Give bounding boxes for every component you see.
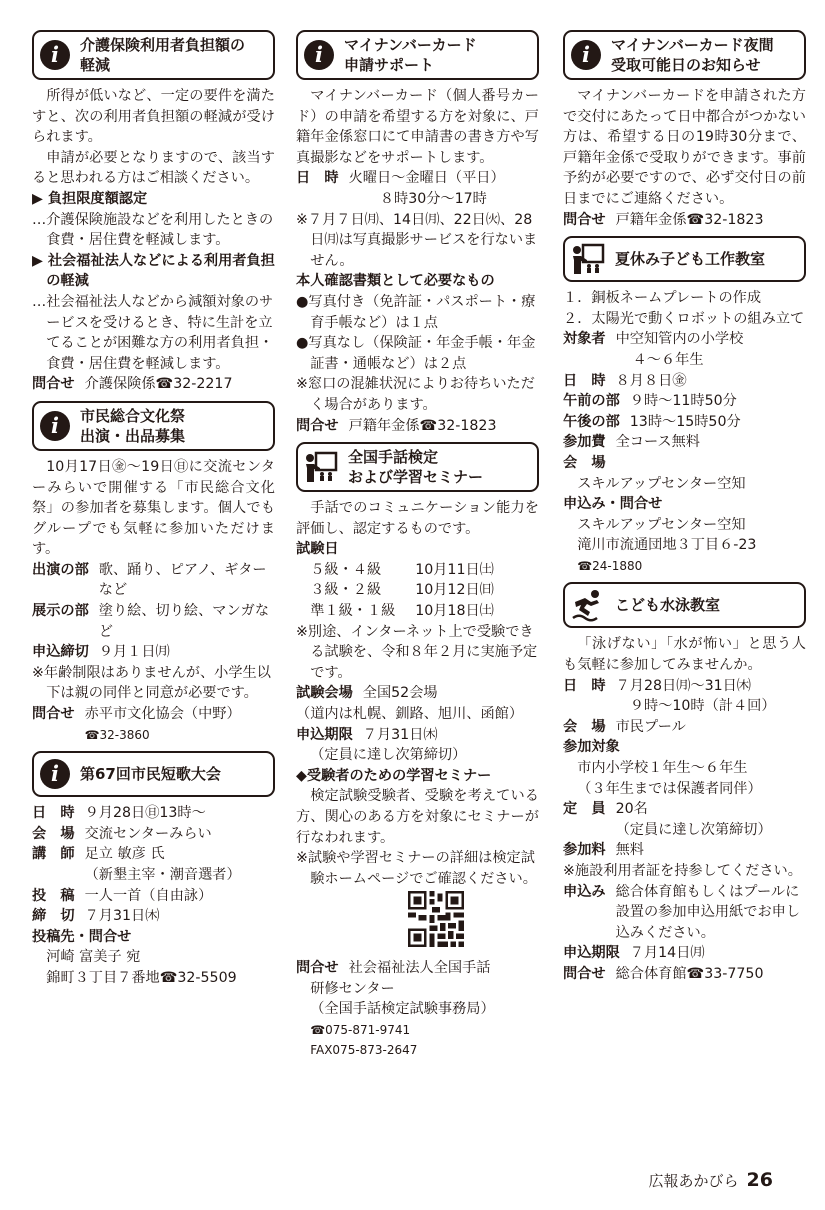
description: …介護保険施設などを利用したときの食費・居住費を軽減します。 — [32, 211, 274, 249]
contact-label: 問合せ — [296, 417, 339, 434]
row-value: 交流センターみらい — [84, 825, 212, 842]
row-value: （道内は札幌、釧路、旭川、函館） — [296, 706, 524, 723]
row-label: 展示の部 — [32, 603, 89, 620]
contact-line: ☎075-871-9741 — [310, 1022, 411, 1037]
contact-line: （全国手話検定試験事務局） — [310, 1001, 495, 1018]
paragraph: 申請が必要となりますので、該当すると思われる方はご相談ください。 — [32, 149, 275, 187]
title-line: および学習セミナー — [348, 468, 484, 487]
exam-grade: ５級・４級 — [310, 561, 382, 578]
row-label: 投 稿 — [32, 887, 75, 904]
description: …社会福祉法人などから減額対象のサービスを受けるとき、特に生計を立てることが困難な方の利用者負担・食費・居住費を軽減します。 — [32, 293, 274, 372]
row-label: 講 師 — [32, 846, 75, 863]
teacher-board-icon — [571, 242, 605, 276]
row-label: 参加対象 — [563, 739, 620, 756]
row-label: 定 員 — [563, 801, 606, 818]
title-line: 全国手話検定 — [348, 448, 439, 467]
info-row — [32, 886, 275, 907]
paragraph: 「泳げない」「水が怖い」と思う人も気軽に参加してみませんか。 — [563, 636, 806, 674]
culture-festival-body — [32, 457, 275, 745]
row-label: 日 時 — [32, 805, 75, 822]
list-item: １．銅板ネームプレートの作成 — [563, 290, 762, 307]
teacher-board-icon — [304, 450, 338, 484]
paragraph: 所得が低いなど、一定の要件を満たすと、次の利用者負担額の軽減が受けられます。 — [32, 88, 275, 146]
section-header-sign-language — [296, 442, 539, 492]
info-row — [563, 840, 806, 861]
section-title — [348, 447, 483, 487]
sign-language-body — [296, 498, 539, 1061]
contact-label: 問合せ — [32, 376, 75, 393]
row-value: 市民プール — [615, 718, 686, 735]
info-icon: i — [571, 40, 601, 70]
contact-value: 介護保険係☎32-2217 — [84, 376, 233, 393]
contact-row — [32, 704, 275, 745]
swimmer-icon — [571, 588, 605, 622]
note: ※試験や学習セミナーの詳細は検定試験ホームページでご確認ください。 — [296, 850, 537, 887]
info-icon: i — [40, 759, 70, 789]
info-row — [563, 943, 806, 964]
contact-row — [32, 374, 275, 395]
contact-value: 戸籍年金係☎32-1823 — [615, 211, 764, 228]
row-value — [616, 676, 806, 717]
value-line: 足立 敏彦 氏 — [84, 846, 165, 863]
exam-row — [296, 601, 539, 622]
row-label: 申込み — [563, 883, 606, 900]
contact-value — [85, 704, 275, 745]
section-header-mynumber-support — [296, 30, 539, 80]
section-title: 夏休み子ども工作教室 — [615, 250, 766, 269]
section-header-culture-festival — [32, 401, 275, 451]
exam-grade: ３級・２級 — [310, 582, 382, 599]
info-row — [563, 676, 806, 717]
contact-label: 問合せ — [563, 965, 606, 982]
row-label: 参加料 — [563, 842, 606, 859]
info-row — [563, 371, 806, 392]
info-row — [32, 560, 275, 601]
row-label: 対象者 — [563, 331, 606, 348]
column-1 — [32, 30, 275, 995]
row-value: 総合体育館もしくはプールに設置の参加申込用紙でお申し込みください。 — [615, 883, 801, 941]
qr-code[interactable] — [408, 891, 464, 947]
value-line: ４～６年生 — [632, 351, 704, 368]
title-line: 軽減 — [80, 56, 111, 74]
row-label: 申込み・問合せ — [563, 496, 663, 513]
row-value — [85, 844, 275, 885]
row-value: ７月14日㈪ — [629, 945, 705, 962]
value-line: スキルアップセンター空知 — [577, 516, 746, 533]
paragraph: 10月17日㊎～19日㊐に交流センターみらいで開催する「市民総合文化祭」の参加者を募集します。個人でもグループでも気軽に参加いただけます。 — [32, 458, 275, 558]
title-line: 介護保険利用者負担額の — [80, 36, 246, 54]
row-label: 午後の部 — [563, 413, 620, 430]
contact-label: 問合せ — [296, 959, 339, 976]
contact-value: 社会福祉法人全国手話 — [348, 959, 491, 976]
row-value — [349, 168, 539, 209]
row-label: 会 場 — [563, 718, 606, 735]
section-header-swimming — [563, 582, 806, 628]
paragraph: マイナンバーカードを申請された方で交付にあたって日中都合がつかない方は、希望する日の19時30分まで、戸籍年金係で受取りができます。事前予約が必要ですので、必ず交付日の前日までにご連絡ください。 — [563, 88, 806, 207]
row-label: 申込期限 — [563, 945, 620, 962]
row-label: 申込期限 — [296, 726, 353, 743]
value-line: 20名 — [615, 801, 648, 818]
value-line: ８時30分～17時 — [379, 190, 487, 207]
subheading: ▶ 社会福祉法人などによる利用者負担の軽減 — [32, 252, 275, 290]
row-value — [563, 515, 806, 577]
section-title — [611, 35, 774, 75]
row-label: 締 切 — [32, 908, 75, 925]
section-header-care-insurance — [32, 30, 275, 80]
info-row — [32, 824, 275, 845]
exam-grade: 準１級・１級 — [310, 603, 396, 620]
row-label: 出演の部 — [32, 561, 89, 578]
row-value: ８月８日㊎ — [615, 372, 687, 389]
section-title — [80, 406, 185, 446]
column-3 — [563, 30, 806, 991]
section-title: 第67回市民短歌大会 — [80, 765, 221, 784]
info-row — [563, 412, 806, 433]
row-value: 無料 — [615, 842, 644, 859]
title-line: マイナンバーカード — [344, 36, 477, 54]
value-line: （定員に達し次第締切） — [615, 821, 772, 838]
column-2 — [296, 30, 539, 1067]
info-row — [563, 717, 806, 738]
mynumber-night-body — [563, 86, 806, 230]
value-line: ９時～10時（計４回） — [629, 698, 776, 715]
mynumber-support-body — [296, 86, 539, 436]
title-line: マイナンバーカード夜間 — [611, 36, 774, 54]
contact-line: FAX075-873-2647 — [310, 1043, 418, 1058]
value-line: ☎24-1880 — [577, 558, 643, 573]
bullet-item: ●写真付き（免許証・パスポート・療育手帳など）は１点 — [296, 293, 536, 331]
row-label: 日 時 — [296, 170, 339, 187]
info-row — [296, 168, 539, 209]
title-line: 市民総合文化祭 — [80, 406, 186, 425]
section-title: こども水泳教室 — [615, 596, 721, 615]
subheading: ▶ 負担限度額認定 — [32, 190, 148, 207]
value-line: 市内小学校１年生～６年生 — [577, 760, 748, 777]
title-line: 出演・出品募集 — [80, 426, 186, 445]
row-value: （定員に達し次第締切） — [310, 747, 467, 764]
note: ※７月７日㈪、14日㈪、22日㈫、28日㈪は写真撮影サービスを行ないません。 — [296, 211, 538, 269]
value-line: （新墾主宰・潮音選者） — [84, 867, 241, 883]
value-line: 滝川市流通団地３丁目６-23 — [577, 537, 757, 554]
row-label: 日 時 — [563, 677, 606, 694]
exam-date: 10月18日㈯ — [415, 603, 494, 620]
info-row — [32, 642, 275, 663]
info-row — [563, 391, 806, 412]
row-value — [32, 947, 275, 988]
row-value: ９時～11時50分 — [629, 393, 737, 410]
value-line: （３年生までは保護者同伴） — [577, 780, 762, 797]
info-icon: i — [304, 40, 334, 70]
contact-row — [563, 964, 806, 985]
section-title — [344, 35, 477, 75]
row-value: 全コース無料 — [615, 434, 700, 451]
info-row — [296, 725, 539, 746]
contact-value: 総合体育館☎33-7750 — [615, 965, 764, 982]
bullet-item: ●写真なし（保険証・年金手帳・年金証書・通帳など）は２点 — [296, 335, 536, 372]
info-icon: i — [40, 40, 70, 70]
row-value: ７月31日㈭ — [84, 908, 160, 925]
exam-date: 10月12日㈰ — [415, 582, 494, 599]
section-header-mynumber-night — [563, 30, 806, 80]
row-label: 会 場 — [563, 454, 606, 471]
row-value: ７月31日㈭ — [362, 726, 438, 743]
contact-value: 戸籍年金係☎32-1823 — [348, 417, 497, 434]
row-label: 会 場 — [32, 825, 75, 842]
row-value: ９月28日㊐13時～ — [84, 805, 206, 822]
exam-date: 10月11日㈯ — [415, 561, 494, 578]
info-row — [563, 882, 806, 944]
page-footer — [649, 1170, 773, 1192]
note: ※年齢制限はありませんが、小学生以下は親の同伴と同意が必要です。 — [32, 664, 271, 702]
info-row — [32, 844, 275, 885]
row-value: 歌、踊り、ピアノ、ギターなど — [98, 561, 267, 599]
page-number: 26 — [746, 1169, 773, 1191]
tanka-body — [32, 803, 275, 988]
row-value — [563, 758, 806, 799]
row-value: 塗り絵、切り絵、マンガなど — [98, 603, 270, 640]
row-value: 一人一首（自由詠） — [84, 887, 213, 904]
section-header-tanka — [32, 751, 275, 797]
title-line: 受取可能日のお知らせ — [611, 56, 761, 74]
value-line: 錦町３丁目７番地☎32-5509 — [46, 969, 237, 986]
subheading: 本人確認書類として必要なもの — [296, 273, 495, 290]
contact-label: 問合せ — [563, 211, 606, 228]
value-line: ７月28日㈪～31日㈭ — [615, 677, 751, 694]
exam-row — [296, 580, 539, 601]
craft-body — [563, 288, 806, 576]
value-line: 火曜日～金曜日（平日） — [348, 170, 505, 187]
contact-label: 問合せ — [32, 706, 75, 723]
row-label: 午前の部 — [563, 393, 620, 410]
note: ※施設利用者証を持参してください。 — [563, 863, 802, 879]
row-value — [616, 329, 806, 370]
section-title — [80, 35, 245, 75]
info-row — [563, 799, 806, 840]
paragraph: マイナンバーカード（個人番号カード）の申請を希望する方を対象に、戸籍年金係窓口にて申請書の書き方や写真撮影などをサポートします。 — [296, 88, 539, 166]
contact-row — [563, 210, 806, 231]
row-value: スキルアップセンター空知 — [577, 475, 746, 492]
contact-line: ☎32-3860 — [84, 727, 150, 742]
publication-name: 広報あかびら — [648, 1172, 739, 1190]
title-line: 申請サポート — [344, 56, 435, 74]
note: ※別途、インターネット上で受験できる試験を、令和８年２月に実施予定です。 — [296, 623, 538, 681]
contact-row — [296, 958, 539, 979]
row-label: 試験会場 — [296, 685, 353, 702]
contact-value — [296, 979, 539, 1061]
row-value: ９月１日㈪ — [98, 644, 170, 661]
info-row — [32, 906, 275, 927]
info-row — [32, 803, 275, 824]
info-row — [563, 432, 806, 453]
paragraph: 検定試験受験者、受験を考えている方、関心のある方を対象にセミナーが行なわれます。 — [296, 788, 539, 846]
contact-line: 研修センター — [310, 980, 395, 997]
info-icon: i — [40, 411, 70, 441]
subheading: ◆受験者のための学習セミナー — [296, 767, 492, 784]
row-value — [616, 799, 806, 840]
section-header-craft — [563, 236, 806, 282]
paragraph: 手話でのコミュニケーション能力を評価し、認定するものです。 — [296, 500, 539, 537]
contact-line: 赤平市文化協会（中野） — [84, 706, 241, 723]
row-label: 日 時 — [563, 372, 606, 389]
row-value: 全国52会場 — [362, 685, 438, 702]
note: ※窓口の混雑状況によりお待ちいただく場合があります。 — [296, 376, 535, 413]
row-label: 申込締切 — [32, 644, 89, 661]
info-row — [32, 601, 275, 642]
row-value: 13時～15時50分 — [629, 413, 741, 430]
swimming-body — [563, 634, 806, 984]
list-item: ２．太陽光で動くロボットの組み立て — [563, 310, 805, 327]
row-label: 参加費 — [563, 434, 606, 451]
row-label: 投稿先・問合せ — [32, 928, 132, 945]
care-insurance-body — [32, 86, 275, 395]
info-row — [296, 683, 539, 704]
value-line: 河崎 富美子 宛 — [46, 949, 141, 966]
info-row — [563, 329, 806, 370]
value-line: 中空知管内の小学校 — [615, 331, 744, 348]
subheading: 試験日 — [296, 541, 339, 558]
exam-row — [296, 560, 539, 581]
contact-row — [296, 416, 539, 437]
